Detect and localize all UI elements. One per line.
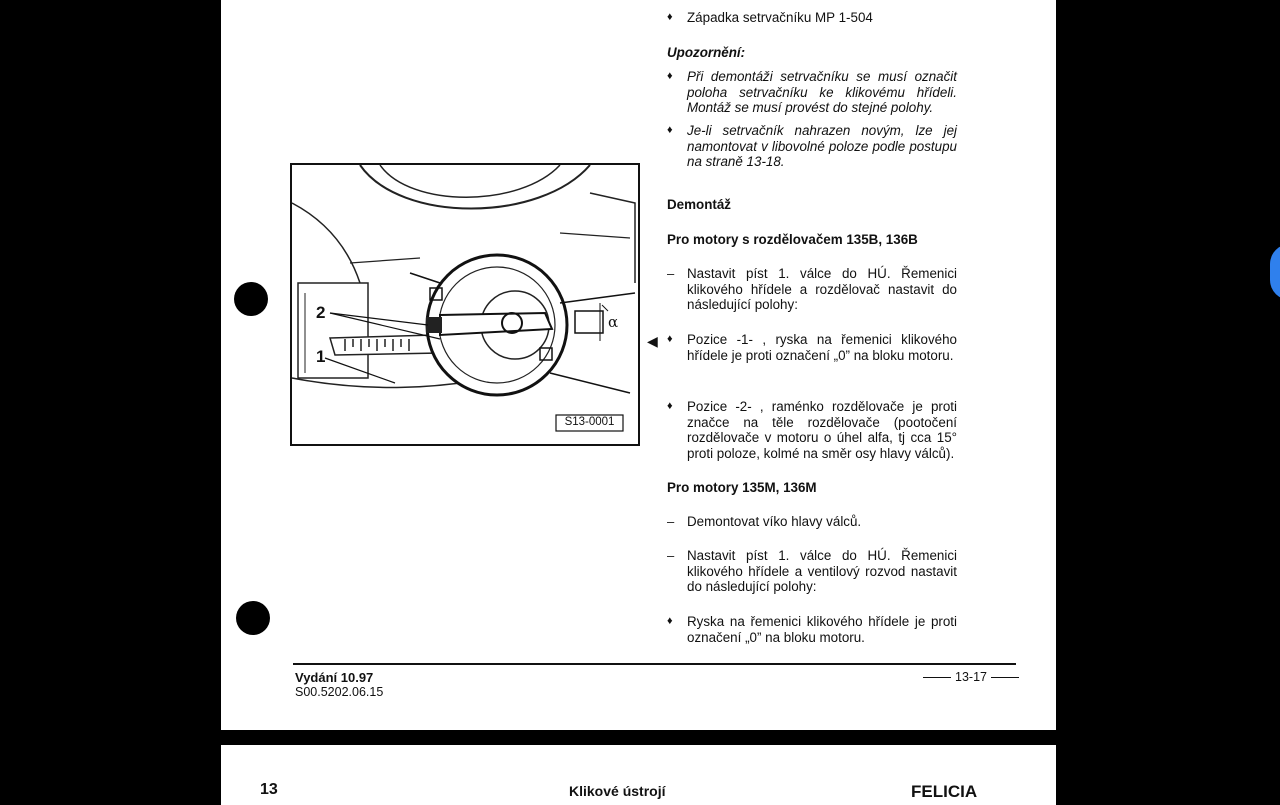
figure-code: S13-0001 <box>564 416 615 428</box>
pointer-arrow: ◀ <box>647 333 658 349</box>
manual-page <box>221 0 1056 730</box>
engine-figure <box>290 163 640 446</box>
punch-hole-bottom <box>236 601 270 635</box>
bullet-mark: ♦ <box>667 400 673 412</box>
warning-item-2: ♦ Je-li setrvačník nahrazen novým, lze jej namontovat v libovolné poloze podle postupu na straně 13-18. <box>667 123 957 169</box>
figure-label-1: 1 <box>316 347 326 366</box>
bullet-mark: ♦ <box>667 70 673 82</box>
footer-edition: Vydání 10.97 <box>295 670 374 685</box>
dash-mark: – <box>667 548 675 563</box>
next-page-title: Klikové ústrojí <box>569 783 666 799</box>
bullet-mark: ♦ <box>667 124 673 136</box>
dash-mark: – <box>667 266 675 281</box>
bullet-mark: ♦ <box>667 615 673 627</box>
subsection-1-bullet-2: ♦ Pozice -2- , raménko rozdělovače je proti značce na těle rozdělovače (pootočení rozdělovače v motoru o úhel alfa, tj cca 15° proti poloze, kolmé na směr osy hlavy válců). <box>667 399 957 461</box>
tool-item: ♦ Západka setrvačníku MP 1-504 <box>667 10 873 25</box>
subsection-2-bullet-1: ♦ Ryska na řemenici klikového hřídele je proti označení „0” na bloku motoru. <box>667 614 957 645</box>
bullet-mark: ♦ <box>667 333 673 345</box>
engine-drawing <box>290 163 640 446</box>
next-page-chapter: 13 <box>260 781 278 798</box>
subsection-2-step-1: – Demontovat víko hlavy válců. <box>667 514 862 529</box>
subsection-1-step: – Nastavit píst 1. válce do HÚ. Řemenici klikového hřídele a rozdělovač nastavit do následující polohy: <box>667 266 957 312</box>
subsection-1-title: Pro motory s rozdělovačem 135B, 136B <box>667 232 918 247</box>
footer-doc-code: S00.5202.06.15 <box>295 685 384 699</box>
subsection-1-bullet-1: ♦ Pozice -1- , ryska na řemenici klikového hřídele je proti označení „0” na bloku motoru. <box>667 332 957 363</box>
subsection-2-title: Pro motory 135M, 136M <box>667 480 817 495</box>
warning-item-1: ♦ Při demontáži setrvačníku se musí označit poloha setrvačníku ke klikovému hřídeli. Montáž se musí provést do stejné polohy. <box>667 69 957 115</box>
punch-hole-top <box>234 282 268 316</box>
next-page-brand: FELICIA <box>911 782 978 801</box>
subsection-2-step-2: – Nastavit píst 1. válce do HÚ. Řemenici klikového hřídele a ventilový rozvod nastavit do následující polohy: <box>667 548 957 594</box>
bullet-mark: ♦ <box>667 11 673 23</box>
figure-alpha-label: α <box>608 313 619 331</box>
footer-page-number: 13-17 <box>923 670 1019 684</box>
figure-label-2: 2 <box>316 303 326 322</box>
dash-mark: – <box>667 514 675 529</box>
section-title: Demontáž <box>667 197 731 212</box>
next-page <box>221 745 1056 805</box>
warning-title: Upozornění: <box>667 45 746 60</box>
scroll-handle[interactable] <box>1270 244 1280 300</box>
footer-rule <box>293 663 1016 665</box>
